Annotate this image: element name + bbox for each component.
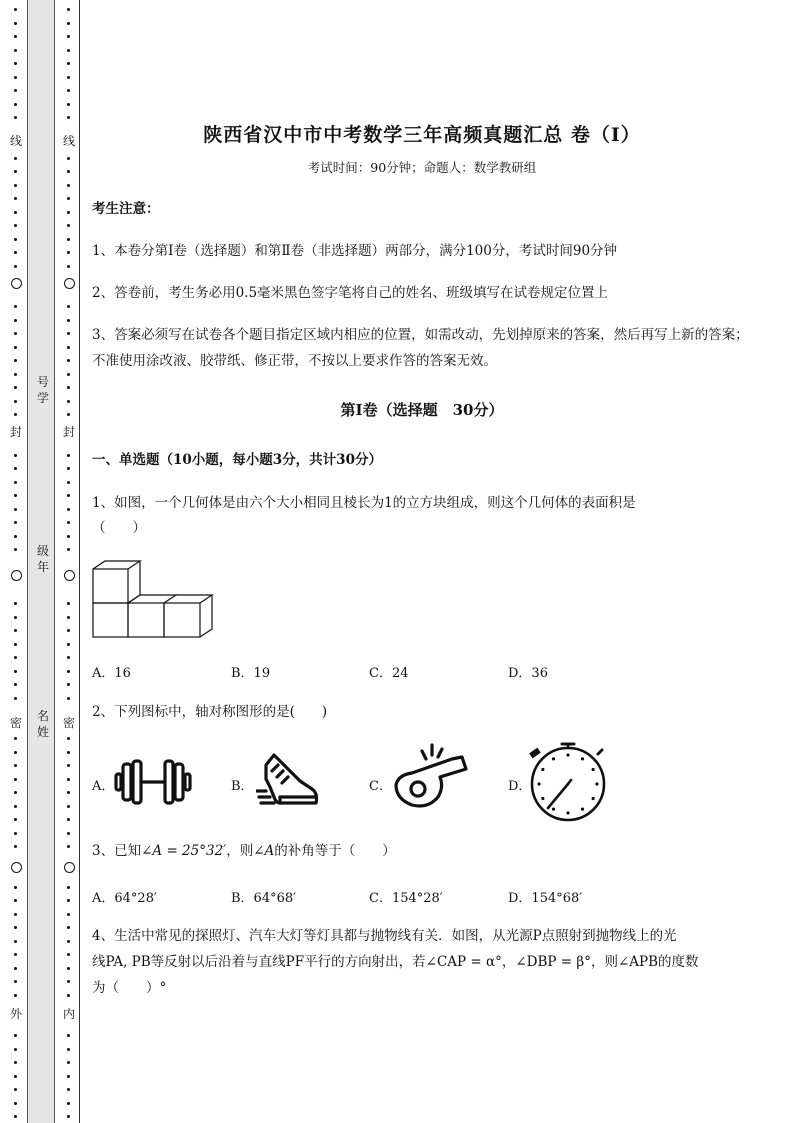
binding-dot [67,184,70,187]
binding-dot [67,629,70,632]
binding-dot [14,1115,17,1118]
running-shoe-icon [256,751,320,811]
binding-dot [67,265,70,268]
q3-stem-mid: ，则 [226,843,254,859]
binding-dot [14,170,17,173]
inner-secret-char: 密 [62,716,75,730]
dumbbell-icon [114,758,192,806]
binding-dot [14,62,17,65]
binding-dot [14,346,17,349]
binding-dot [67,805,70,808]
binding-dot [67,670,70,673]
binding-dot [14,616,17,619]
binding-dot [67,386,70,389]
binding-dot [14,737,17,740]
binding-dot [14,1075,17,1078]
binding-dot [14,899,17,902]
notice-heading: 考生注意： [92,201,160,217]
binding-dot [67,22,70,25]
binding-dot [67,1102,70,1105]
binding-dot [67,467,70,470]
binding-dot [67,224,70,227]
inner-circle-mark [64,570,75,581]
stopwatch-tick [566,811,569,814]
binding-dot [14,548,17,551]
q3-angle-ref: ∠A [253,843,275,859]
binding-dot [14,481,17,484]
q3-option-a[interactable]: A．64°28′ [92,891,157,906]
whistle-icon [392,743,472,813]
binding-dot [14,305,17,308]
binding-dot [67,238,70,241]
binding-dot [67,197,70,200]
binding-dot [67,548,70,551]
stopwatch-tick [552,757,555,760]
binding-dot [14,886,17,889]
question-2-stem: 2、下列图标中，轴对称图形的是( ) [92,704,328,720]
binding-dot [67,251,70,254]
stopwatch-tick [541,797,544,800]
binding-dot [14,1034,17,1037]
binding-dot [67,332,70,335]
exam-title: 陕西省汉中市中考数学三年高频真题汇总 卷（Ⅰ） [203,124,641,146]
binding-dot [14,778,17,781]
binding-dot [67,89,70,92]
binding-dot [14,535,17,538]
binding-dot [67,521,70,524]
binding-dot [67,481,70,484]
binding-dot [14,116,17,119]
binding-dot [67,346,70,349]
question-4-line-2: 线PA, PB等反射以后沿着与直线PF平行的方向射出，若∠CAP = α°，∠DBP = β°，则∠APB的度数 [92,954,699,970]
binding-dot [67,643,70,646]
binding-dot [67,49,70,52]
binding-dot [14,926,17,929]
binding-dot [14,980,17,983]
binding-dot [67,373,70,376]
binding-dot [14,832,17,835]
binding-dot [67,778,70,781]
q3-angle-math: ∠A = 25°32′ [141,843,227,859]
binding-dot [67,697,70,700]
binding-dot [67,845,70,848]
binding-dot [14,508,17,511]
stopwatch-tick [537,782,540,785]
q3-option-d[interactable]: D．154°68′ [508,891,583,906]
binding-dot [14,1048,17,1051]
q3-stem-pre: 3、已知 [92,843,142,859]
cube-solid-figure [92,560,232,640]
binding-dot [14,8,17,11]
q3-option-b[interactable]: B．64°68′ [231,891,297,906]
question-4-line-1: 4、生活中常见的探照灯、汽车大灯等灯具都与抛物线有关．如图，从光源P点照射到抛物线上的光 [92,928,677,944]
binding-dot [67,751,70,754]
binding-dot [14,35,17,38]
binding-dot [14,521,17,524]
binding-dot [67,953,70,956]
binding-dot [67,400,70,403]
binding-dot [14,994,17,997]
binding-dot [67,1115,70,1118]
binding-dot [67,940,70,943]
outer-circle-mark [11,278,22,289]
binding-dot [67,832,70,835]
q3-stem-post: 的补角等于（ ） [274,843,396,859]
q1-option-d[interactable]: D．36 [508,666,548,681]
binding-dot [67,319,70,322]
binding-dot [14,1102,17,1105]
binding-dot [67,899,70,902]
outer-dot-column [10,0,22,1123]
student-id-label: 号学 [36,375,49,405]
q2-option-c[interactable]: C． [369,779,392,794]
binding-dot [14,359,17,362]
binding-dot [67,616,70,619]
binding-dot [67,967,70,970]
question-1-stem: 1、如图，一个几何体是由六个大小相同且棱长为1的立方块组成，则这个几何体的表面积是 [92,495,636,511]
grade-label: 级年 [36,544,49,574]
binding-dot [67,818,70,821]
binding-dot [14,319,17,322]
inner-line-char: 线 [62,134,75,148]
binding-dot [14,629,17,632]
outer-seal-char: 封 [9,425,22,439]
stopwatch-tick [566,753,569,756]
q1-option-c[interactable]: C．24 [369,666,409,681]
binding-dot [14,400,17,403]
binding-dot [14,940,17,943]
binding-dot [14,386,17,389]
binding-dot [14,332,17,335]
binding-dot [14,670,17,673]
binding-dot [67,764,70,767]
q1-option-a[interactable]: A．16 [92,666,131,681]
margin-rule [79,0,80,1123]
binding-dot [14,251,17,254]
binding-dot [67,737,70,740]
question-4-line-3: 为（ ）° [92,980,167,996]
binding-dot [14,76,17,79]
binding-dot [67,913,70,916]
outer-line-char: 线 [9,134,22,148]
notice-item-2: 2、答卷前，考生务必用0.5毫米黑色签字笔将自己的姓名、班级填写在试卷规定位置上 [92,285,609,301]
q2-option-d[interactable]: D． [508,779,532,794]
binding-dot [14,1088,17,1091]
binding-dot [67,791,70,794]
binding-dot [14,764,17,767]
outer-circle-mark [11,862,22,873]
binding-dot [14,845,17,848]
inner-seal-char: 封 [62,425,75,439]
binding-dot [14,697,17,700]
binding-dot [67,1048,70,1051]
binding-dot [67,359,70,362]
binding-dot [67,508,70,511]
binding-dot [14,656,17,659]
binding-dot [14,967,17,970]
binding-dot [67,413,70,416]
binding-dot [14,467,17,470]
inner-inside-char: 内 [62,1007,75,1021]
stopwatch-tick [581,808,584,811]
binding-dot [67,170,70,173]
binding-dot [67,886,70,889]
outer-outside-char: 外 [9,1007,22,1021]
binding-dot [67,35,70,38]
binding-dot [14,602,17,605]
question-3-stem [92,838,752,864]
binding-dot [67,994,70,997]
stopwatch-tick [595,782,598,785]
binding-dot [14,791,17,794]
name-label: 名姓 [36,709,49,739]
notice-item-3: 3、答案必须写在试卷各个题目指定区域内相应的位置，如需改动，先划掉原来的答案，然后再写上新的答案；不准使用涂改液、胶带纸、修正带，不按以上要求作答的答案无效。 [92,327,749,369]
binding-dot [14,157,17,160]
binding-dot [67,8,70,11]
binding-dot [67,211,70,214]
binding-dot [14,643,17,646]
stopwatch-tick [592,797,595,800]
binding-dot [14,197,17,200]
binding-dot [14,265,17,268]
binding-dot [14,494,17,497]
part-heading: 一、单选题（10小题，每小题3分，共计30分） [92,452,382,468]
binding-dot [67,1061,70,1064]
stopwatch-tick [541,768,544,771]
binding-dot [67,305,70,308]
question-1-blank: （ ） [92,520,146,536]
binding-margin [0,0,80,1123]
section-title: 第I卷（选择题 30分） [340,401,504,419]
binding-dot [14,805,17,808]
binding-dot [67,535,70,538]
notice-item-1: 1、本卷分第I卷（选择题）和第Ⅱ卷（非选择题）两部分，满分100分，考试时间90分钟 [92,243,618,259]
binding-dot [67,683,70,686]
binding-dot [67,103,70,106]
stopwatch-tick [581,757,584,760]
binding-dot [14,103,17,106]
binding-dot [67,656,70,659]
inner-dot-column [63,0,75,1123]
q3-option-c[interactable]: C．154°28′ [369,891,443,906]
binding-dot [14,89,17,92]
binding-dot [14,211,17,214]
binding-dot [14,1061,17,1064]
inner-circle-mark [64,862,75,873]
binding-dot [14,224,17,227]
binding-dot [14,683,17,686]
binding-dot [67,157,70,160]
stopwatch-tick [552,808,555,811]
binding-dot [67,602,70,605]
binding-dot [67,1088,70,1091]
binding-dot [14,913,17,916]
binding-dot [14,454,17,457]
binding-dot [14,751,17,754]
binding-dot [14,953,17,956]
inner-circle-mark [64,278,75,289]
binding-dot [67,1075,70,1078]
binding-dot [67,454,70,457]
binding-dot [14,413,17,416]
binding-dot [67,62,70,65]
binding-dot [14,22,17,25]
binding-dot [14,373,17,376]
outer-circle-mark [11,570,22,581]
stopwatch-tick [592,768,595,771]
binding-dot [67,494,70,497]
binding-dot [14,49,17,52]
binding-dot [67,1034,70,1037]
binding-dot [14,184,17,187]
outer-secret-char: 密 [9,716,22,730]
q2-option-b[interactable]: B． [231,779,254,794]
exam-subtitle: 考试时间：90分钟；命题人：数学教研组 [307,160,537,175]
binding-dot [14,238,17,241]
q2-option-a[interactable]: A． [92,779,115,794]
q1-option-b[interactable]: B．19 [231,666,271,681]
binding-dot [14,818,17,821]
binding-dot [67,76,70,79]
binding-dot [67,926,70,929]
binding-dot [67,980,70,983]
stopwatch-icon [528,740,614,826]
binding-dot [67,116,70,119]
